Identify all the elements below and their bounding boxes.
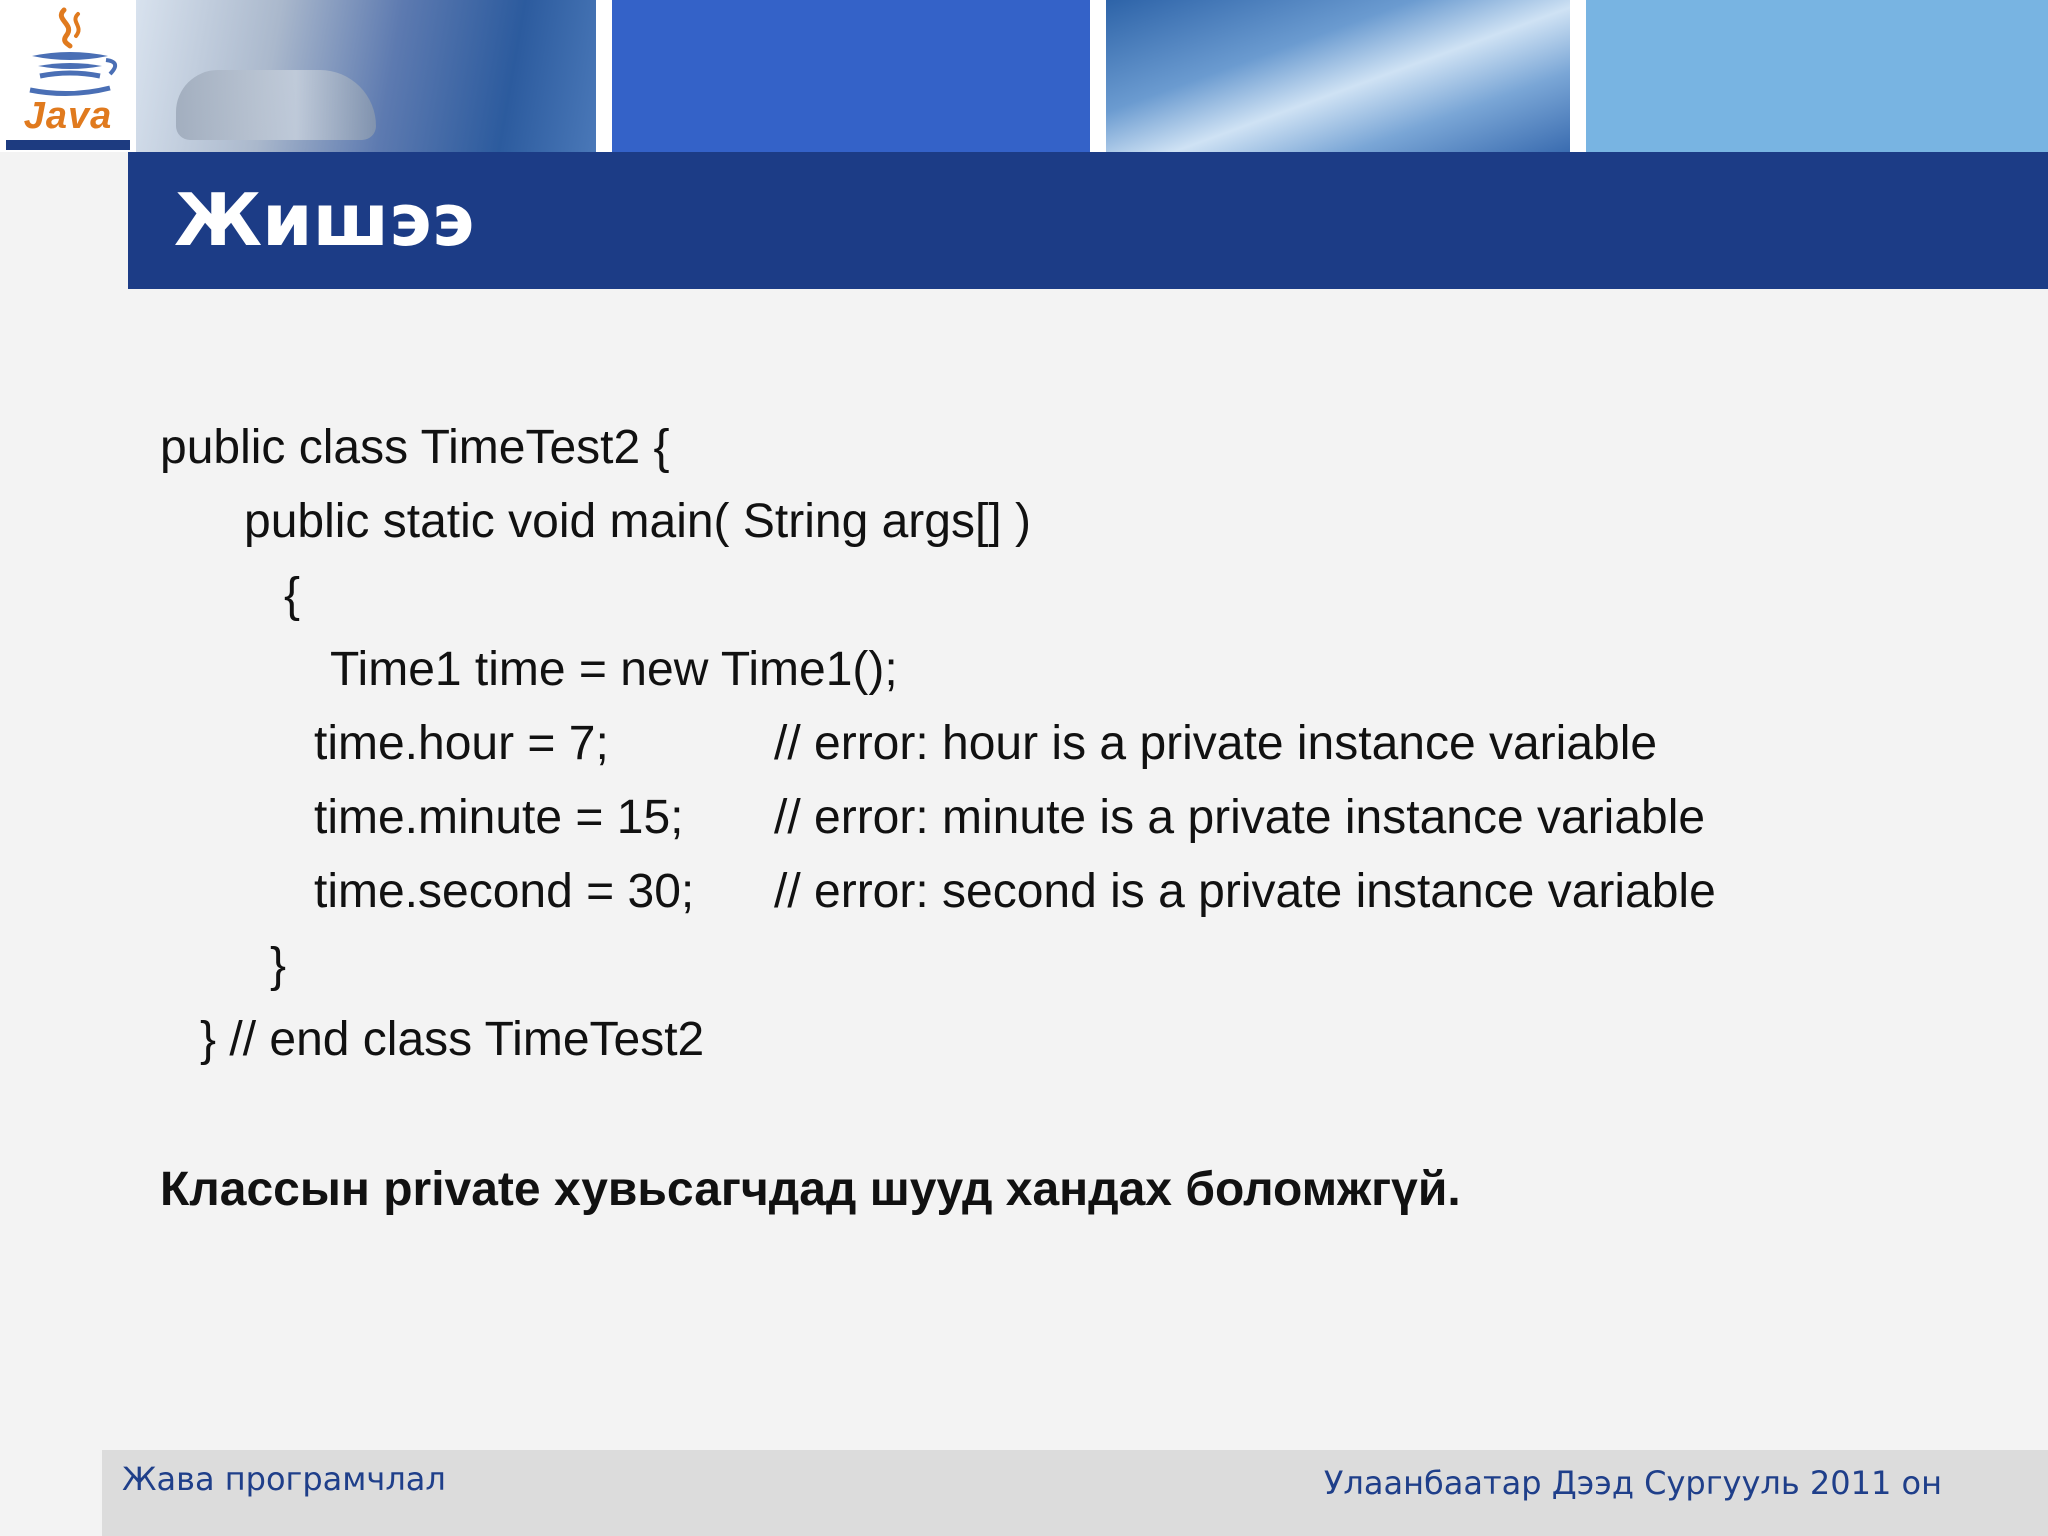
header-divider (1570, 0, 1586, 152)
code-comment: // error: hour is a private instance variable (774, 717, 1658, 770)
header-divider (1090, 0, 1106, 152)
code-line: { (284, 569, 301, 622)
java-logo-text: Java (23, 95, 113, 137)
slide-title-bar (128, 152, 2048, 289)
code-line: time.hour = 7; (314, 717, 609, 770)
footer-institution: Улаанбаатар Дээд Сургууль 2011 он (1323, 1464, 1942, 1502)
slide-footer (102, 1450, 2048, 1536)
code-line: time.minute = 15; (314, 791, 684, 844)
code-comment: // error: minute is a private instance variable (774, 791, 1706, 844)
header-divider (596, 0, 612, 152)
code-line: } // end class TimeTest2 (200, 1013, 705, 1066)
slide-title: Жишээ (174, 178, 475, 262)
code-line: Time1 time = new Time1(); (330, 643, 898, 696)
coffee-cup-icon (10, 4, 130, 100)
header-photo-keyboard (136, 0, 596, 152)
code-line: public static void main( String args[] ) (244, 495, 1031, 548)
java-logo (0, 0, 136, 152)
note-text: Классын private хувьсагчдад шууд хандах боломжгүй. (160, 1163, 1461, 1216)
code-line: } (270, 939, 287, 992)
sun-logo-tag (6, 140, 130, 150)
header-block-lightblue (1586, 0, 2048, 152)
header-photo-skyscraper (1106, 0, 1570, 152)
code-comment: // error: second is a private instance variable (774, 865, 1716, 918)
header-block-blue (612, 0, 1090, 152)
header-banner (0, 0, 2048, 152)
footer-course-name: Жава програмчлал (122, 1460, 446, 1498)
code-line: time.second = 30; (314, 865, 695, 918)
code-line: public class TimeTest2 { (160, 421, 670, 474)
